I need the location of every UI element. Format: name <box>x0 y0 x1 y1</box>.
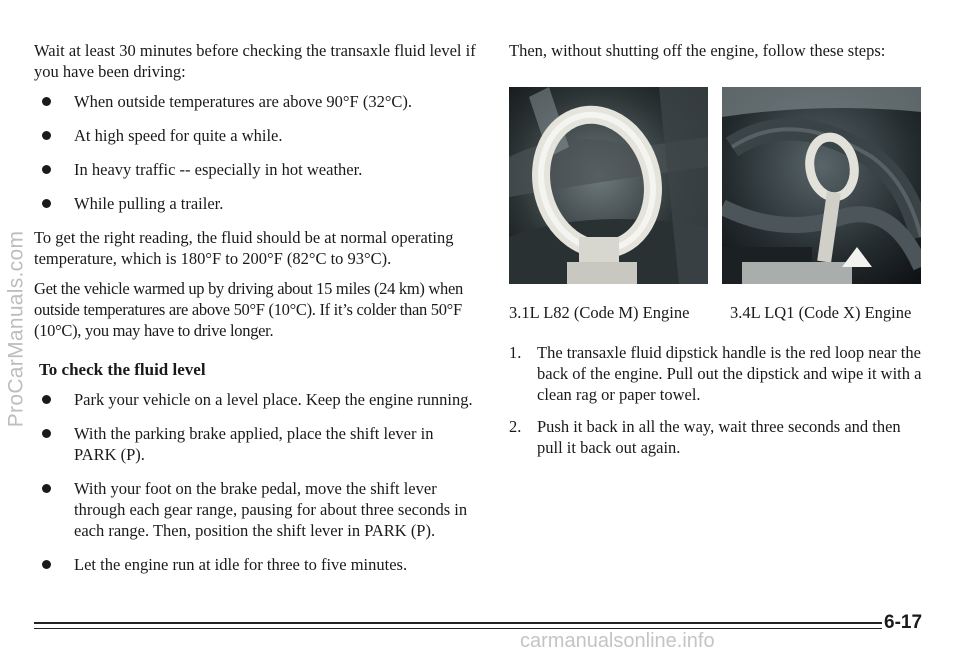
step-text: Push it back in all the way, wait three seconds and then pull it back out again. <box>537 417 901 457</box>
footer-rule-thin <box>34 628 882 629</box>
condition-item: While pulling a trailer. <box>34 193 479 214</box>
footer-rule <box>34 622 882 624</box>
dipstick-photo-illustration <box>509 87 708 284</box>
caption-l82: 3.1L L82 (Code M) Engine <box>509 303 690 322</box>
right-intro-paragraph: Then, without shutting off the engine, follow these steps: <box>509 41 886 60</box>
check-step-item: Park your vehicle on a level place. Keep the engine running. <box>34 389 479 410</box>
engine-photos <box>509 87 929 284</box>
numbered-steps <box>509 342 929 458</box>
left-column <box>34 40 479 588</box>
temperature-paragraph: To get the right reading, the fluid should be at normal operating temperature, which is 180°F to 200°F (82°C to 93°C). <box>34 228 454 268</box>
engine-photo-lq1 <box>722 87 921 284</box>
right-column <box>509 40 929 469</box>
condition-item: At high speed for quite a while. <box>34 125 479 146</box>
step-number: 1. <box>509 343 522 362</box>
condition-item: When outside temperatures are above 90°F (32°C). <box>34 91 479 112</box>
numbered-step <box>509 416 929 458</box>
engine-photo-l82 <box>509 87 708 284</box>
caption-lq1: 3.4L LQ1 (Code X) Engine <box>730 303 912 322</box>
check-step-item: Let the engine run at idle for three to five minutes. <box>34 554 479 575</box>
warmup-paragraph: Get the vehicle warmed up by driving about 15 miles (24 km) when outside temperatures are above 50°F (10°C). If it’s colder than 50°F (10°C), you may have to drive longer. <box>34 279 463 340</box>
photo-captions <box>509 302 929 323</box>
check-step-item: With the parking brake applied, place the shift lever in PARK (P). <box>34 423 479 465</box>
check-step-list <box>34 389 479 575</box>
intro-paragraph: Wait at least 30 minutes before checking the transaxle fluid level if you have been driving: <box>34 41 476 81</box>
step-text: The transaxle fluid dipstick handle is the red loop near the back of the engine. Pull out the dipstick and wipe it with a clean rag or paper towel. <box>537 343 922 404</box>
page-number: 6-17 <box>884 612 923 633</box>
step-number: 2. <box>509 417 522 436</box>
footer-watermark: carmanualsonline.info <box>520 630 715 652</box>
numbered-step <box>509 342 929 405</box>
condition-item: In heavy traffic -- especially in hot weather. <box>34 159 479 180</box>
side-watermark-text: ProCarManuals.com <box>4 230 27 428</box>
check-step-item: With your foot on the brake pedal, move the shift lever through each gear range, pausing for about three seconds in each range. Then, position the shift lever in PARK (P). <box>34 478 479 541</box>
dipstick-photo-illustration <box>722 87 921 284</box>
condition-list <box>34 91 479 214</box>
side-watermark <box>2 24 30 634</box>
section-heading: To check the fluid level <box>39 360 206 379</box>
